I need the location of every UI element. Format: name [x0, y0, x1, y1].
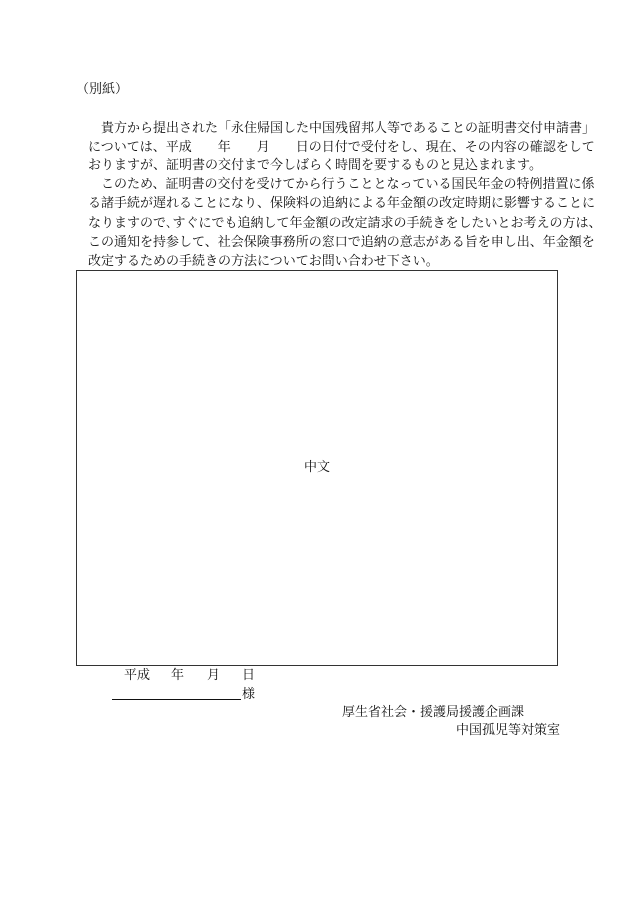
body-line: この通知を持参して、社会保険事務所の窓口で追納の意志がある旨を申し出、年金額を — [88, 235, 595, 250]
date-day: 日 — [242, 668, 256, 683]
addressee-blank-line — [112, 699, 241, 700]
sender-office: 中国孤児等対策室 — [456, 723, 561, 738]
date-era: 平成 — [124, 668, 151, 683]
body-line: このため、証明書の交付を受けてから行うこととなっている国民年金の特例措置に係 — [88, 177, 595, 192]
body-line: 改定するための手続きの方法についてお問い合わせ下さい。 — [88, 254, 439, 269]
body-line: なりますので､すぐにでも追納して年金額の改定請求の手続きをしたいとお考えの方は、 — [88, 216, 602, 231]
body-line: る諸手続が遅れることになり、保険料の追納による年金額の改定時期に影響することに — [88, 196, 596, 211]
addressee-suffix: 様 — [242, 687, 256, 702]
body-line: については、平成 年 月 日の日付で受付をし、現在、その内容の確認をして — [88, 140, 595, 155]
date-month: 月 — [207, 668, 221, 683]
body-line: 貴方から提出された「永住帰国した中国残留邦人等であることの証明書交付申請書」 — [88, 121, 596, 136]
body-line: おりますが、証明書の交付まで今しばらく時間を要するものと見込まれます。 — [88, 158, 542, 173]
sender-department: 厚生省社会・援護局援護企画課 — [342, 705, 525, 720]
box-label: 中文 — [304, 460, 331, 475]
date-year: 年 — [171, 668, 185, 683]
attachment-label: （別紙） — [76, 82, 129, 97]
